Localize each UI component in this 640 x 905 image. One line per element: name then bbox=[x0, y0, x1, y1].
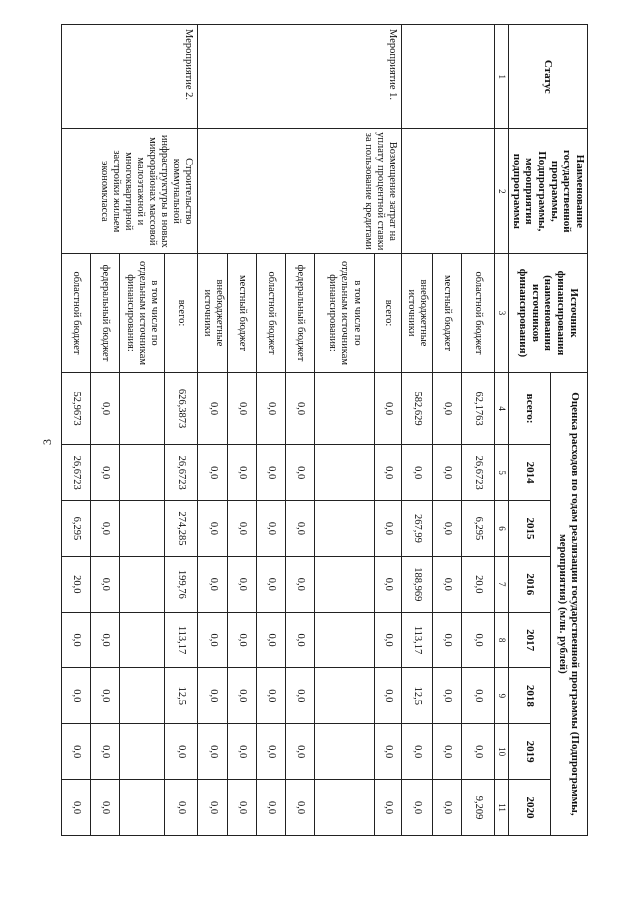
header-source: Источник финансирования (наименования источников финансирования) bbox=[509, 254, 588, 373]
source-cell: федеральный бюджет bbox=[286, 254, 315, 373]
year-value-cell: 0,0 bbox=[228, 668, 257, 724]
year-value-cell: 0,0 bbox=[62, 780, 91, 836]
year-value-cell: 0,0 bbox=[286, 501, 315, 557]
table-body bbox=[62, 25, 495, 836]
name-cell: Возмещение затрат на уплату процентной ставки за пользование кредитами bbox=[197, 129, 401, 254]
year-value-cell: 0,0 bbox=[164, 780, 197, 836]
year-value-cell: 0,0 bbox=[91, 724, 120, 780]
year-value-cell: 267,99 bbox=[401, 501, 432, 557]
source-cell: федеральный бюджет bbox=[91, 254, 120, 373]
year-value-cell: 0,0 bbox=[91, 612, 120, 668]
year-value-cell bbox=[120, 724, 165, 780]
table-row bbox=[375, 25, 402, 836]
total-value-cell: 582,629 bbox=[401, 372, 432, 444]
year-value-cell: 6,295 bbox=[62, 501, 91, 557]
table-row bbox=[461, 25, 494, 836]
header-status: Статус bbox=[509, 25, 588, 129]
header-estimate: Оценка расходов по годам реализации государственной программы (Подпрограммы, мероприятия) (млн. рублей) bbox=[550, 372, 587, 835]
header-year: 2014 bbox=[509, 445, 551, 501]
total-value-cell bbox=[120, 372, 165, 444]
year-value-cell: 113,17 bbox=[164, 612, 197, 668]
year-value-cell: 0,0 bbox=[432, 612, 461, 668]
year-value-cell bbox=[120, 501, 165, 557]
source-cell: всего: bbox=[164, 254, 197, 373]
total-value-cell: 0,0 bbox=[286, 372, 315, 444]
header-name: Наименование государственной программы, Подпрограммы, мероприятия подпрограммы bbox=[509, 129, 588, 254]
budget-table bbox=[61, 24, 588, 836]
year-value-cell bbox=[120, 556, 165, 612]
year-value-cell: 0,0 bbox=[432, 780, 461, 836]
source-cell: областной бюджет bbox=[257, 254, 286, 373]
year-value-cell: 0,0 bbox=[91, 780, 120, 836]
year-value-cell: 0,0 bbox=[432, 724, 461, 780]
header-year: 2017 bbox=[509, 612, 551, 668]
year-value-cell: 0,0 bbox=[461, 612, 494, 668]
source-cell: местный бюджет bbox=[228, 254, 257, 373]
year-value-cell: 0,0 bbox=[375, 556, 402, 612]
year-value-cell: 0,0 bbox=[62, 612, 91, 668]
year-value-cell: 0,0 bbox=[197, 556, 227, 612]
source-cell: областной бюджет bbox=[62, 254, 91, 373]
rotated-sheet bbox=[64, 24, 588, 836]
source-cell: внебюджетные источники bbox=[197, 254, 227, 373]
total-value-cell: 62,1763 bbox=[461, 372, 494, 444]
year-value-cell: 9,209 bbox=[461, 780, 494, 836]
total-value-cell: 0,0 bbox=[375, 372, 402, 444]
column-number: 11 bbox=[495, 780, 509, 836]
column-number: 8 bbox=[495, 612, 509, 668]
source-cell: областной бюджет bbox=[461, 254, 494, 373]
status-cell: Мероприятие 1. bbox=[197, 25, 401, 129]
column-number: 1 bbox=[495, 25, 509, 129]
total-value-cell: 0,0 bbox=[197, 372, 227, 444]
column-number: 9 bbox=[495, 668, 509, 724]
year-value-cell: 0,0 bbox=[228, 556, 257, 612]
year-value-cell bbox=[314, 556, 374, 612]
year-value-cell: 0,0 bbox=[228, 445, 257, 501]
year-value-cell: 0,0 bbox=[257, 445, 286, 501]
year-value-cell: 0,0 bbox=[375, 501, 402, 557]
year-value-cell: 0,0 bbox=[257, 668, 286, 724]
year-value-cell: 0,0 bbox=[228, 724, 257, 780]
year-value-cell: 0,0 bbox=[375, 780, 402, 836]
source-cell: внебюджетные источники bbox=[401, 254, 432, 373]
year-value-cell: 12,5 bbox=[164, 668, 197, 724]
year-value-cell: 0,0 bbox=[375, 668, 402, 724]
year-value-cell: 0,0 bbox=[257, 724, 286, 780]
year-value-cell: 0,0 bbox=[228, 501, 257, 557]
status-cell: Мероприятие 2. bbox=[62, 25, 198, 129]
year-value-cell: 0,0 bbox=[375, 445, 402, 501]
year-value-cell: 199,76 bbox=[164, 556, 197, 612]
header-year: 2020 bbox=[509, 780, 551, 836]
year-value-cell: 6,295 bbox=[461, 501, 494, 557]
header-year: 2019 bbox=[509, 724, 551, 780]
year-value-cell: 0,0 bbox=[164, 724, 197, 780]
year-value-cell: 113,17 bbox=[401, 612, 432, 668]
year-value-cell bbox=[314, 724, 374, 780]
header-year: 2018 bbox=[509, 668, 551, 724]
total-value-cell: 0,0 bbox=[432, 372, 461, 444]
year-value-cell bbox=[314, 668, 374, 724]
column-number: 4 bbox=[495, 372, 509, 444]
year-value-cell bbox=[120, 612, 165, 668]
year-value-cell: 0,0 bbox=[286, 445, 315, 501]
year-value-cell: 0,0 bbox=[401, 445, 432, 501]
year-value-cell: 26,6723 bbox=[164, 445, 197, 501]
status-cell bbox=[401, 25, 494, 129]
column-number: 3 bbox=[495, 254, 509, 373]
total-value-cell: 0,0 bbox=[228, 372, 257, 444]
header-year: 2016 bbox=[509, 556, 551, 612]
year-value-cell: 0,0 bbox=[375, 724, 402, 780]
year-value-cell: 0,0 bbox=[257, 501, 286, 557]
total-value-cell: 52,9673 bbox=[62, 372, 91, 444]
year-value-cell: 0,0 bbox=[432, 501, 461, 557]
year-value-cell: 0,0 bbox=[375, 612, 402, 668]
total-value-cell: 0,0 bbox=[257, 372, 286, 444]
header-year: 2015 bbox=[509, 501, 551, 557]
column-number: 10 bbox=[495, 724, 509, 780]
source-cell: всего: bbox=[375, 254, 402, 373]
column-number: 6 bbox=[495, 501, 509, 557]
year-value-cell: 188,969 bbox=[401, 556, 432, 612]
year-value-cell: 0,0 bbox=[91, 501, 120, 557]
year-value-cell: 20,0 bbox=[62, 556, 91, 612]
column-number: 7 bbox=[495, 556, 509, 612]
year-value-cell: 0,0 bbox=[432, 445, 461, 501]
year-value-cell: 26,6723 bbox=[62, 445, 91, 501]
year-value-cell: 0,0 bbox=[257, 556, 286, 612]
year-value-cell: 0,0 bbox=[401, 780, 432, 836]
year-value-cell: 26,6723 bbox=[461, 445, 494, 501]
year-value-cell: 0,0 bbox=[257, 612, 286, 668]
year-value-cell: 0,0 bbox=[286, 724, 315, 780]
year-value-cell: 0,0 bbox=[286, 668, 315, 724]
header-total: всего: bbox=[509, 372, 551, 444]
year-value-cell: 0,0 bbox=[286, 556, 315, 612]
year-value-cell bbox=[314, 501, 374, 557]
year-value-cell: 0,0 bbox=[62, 724, 91, 780]
page-number: 3 bbox=[40, 439, 54, 445]
column-number: 5 bbox=[495, 445, 509, 501]
source-cell: в том числе по отдельным источникам финансирования: bbox=[120, 254, 165, 373]
year-value-cell: 0,0 bbox=[91, 668, 120, 724]
year-value-cell bbox=[314, 445, 374, 501]
year-value-cell: 0,0 bbox=[197, 612, 227, 668]
year-value-cell bbox=[120, 780, 165, 836]
year-value-cell bbox=[314, 780, 374, 836]
year-value-cell: 0,0 bbox=[461, 668, 494, 724]
year-value-cell: 0,0 bbox=[461, 724, 494, 780]
year-value-cell: 0,0 bbox=[197, 501, 227, 557]
year-value-cell: 0,0 bbox=[91, 556, 120, 612]
source-cell: в том числе по отдельным источникам финансирования: bbox=[314, 254, 374, 373]
column-number: 2 bbox=[495, 129, 509, 254]
total-value-cell bbox=[314, 372, 374, 444]
year-value-cell: 0,0 bbox=[197, 780, 227, 836]
year-value-cell: 0,0 bbox=[432, 668, 461, 724]
year-value-cell: 0,0 bbox=[432, 556, 461, 612]
year-value-cell: 0,0 bbox=[257, 780, 286, 836]
name-cell: Строительство коммунальной инфраструктуры в новых микрорайонах массовой малоэтажной и многоквартирной застройки жильем экономкласса bbox=[62, 129, 198, 254]
year-value-cell: 0,0 bbox=[91, 445, 120, 501]
year-value-cell: 12,5 bbox=[401, 668, 432, 724]
year-value-cell: 0,0 bbox=[228, 780, 257, 836]
year-value-cell: 0,0 bbox=[286, 612, 315, 668]
year-value-cell: 0,0 bbox=[286, 780, 315, 836]
year-value-cell: 0,0 bbox=[197, 724, 227, 780]
year-value-cell: 0,0 bbox=[228, 612, 257, 668]
name-cell bbox=[401, 129, 494, 254]
year-value-cell bbox=[120, 445, 165, 501]
total-value-cell: 0,0 bbox=[91, 372, 120, 444]
year-value-cell: 0,0 bbox=[197, 445, 227, 501]
total-value-cell: 626,3873 bbox=[164, 372, 197, 444]
year-value-cell bbox=[120, 668, 165, 724]
year-value-cell: 0,0 bbox=[62, 668, 91, 724]
year-value-cell: 0,0 bbox=[197, 668, 227, 724]
year-value-cell: 0,0 bbox=[401, 724, 432, 780]
year-value-cell bbox=[314, 612, 374, 668]
source-cell: местный бюджет bbox=[432, 254, 461, 373]
table-row bbox=[164, 25, 197, 836]
year-value-cell: 274,285 bbox=[164, 501, 197, 557]
year-value-cell: 20,0 bbox=[461, 556, 494, 612]
